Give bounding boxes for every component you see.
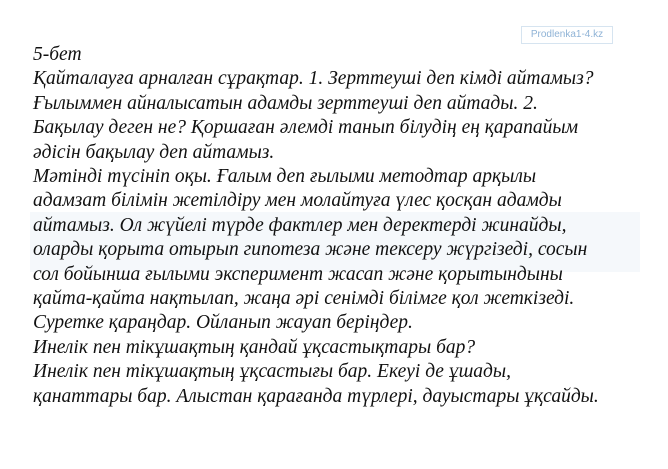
text-line: Инелік пен тікұшақтың қандай ұқсастықтары бар?	[33, 336, 476, 358]
text-line: қанаттары бар. Алыстан қарағанда түрлері, дауыстары ұқсайды.	[33, 385, 599, 407]
text-line: Қайталауға арналған сұрақтар. 1. Зерттеуші деп кімді айтамыз?	[33, 68, 594, 90]
text-line: адамзат білімін жетілдіру мен молайтуға үлес қосқан адамды	[33, 190, 562, 212]
page-number: 5-бет	[33, 44, 82, 65]
text-line: әдісін бақылау деп айтамыз.	[33, 141, 275, 163]
text-line: қайта-қайта нақтылап, жаңа әрі сенімді білімге қол жеткізеді.	[33, 288, 575, 310]
watermark-logo: Prodlenka1-4.kz	[521, 26, 613, 44]
document-body	[33, 43, 658, 409]
text-line: Мәтінді түсініп оқы. Ғалым деп ғылыми методтар арқылы	[33, 166, 537, 188]
text-line: оларды қорыта отырып гипотеза және тексеру жүргізеді, сосын	[33, 239, 588, 261]
text-line: сол бойынша ғылыми эксперимент жасап және қорытындыны	[33, 263, 563, 285]
text-line: айтамыз. Ол жүйелі түрде фактлер мен деректерді жинайды,	[33, 214, 567, 236]
text-line: Суретке қараңдар. Ойланып жауап беріңдер.	[33, 312, 413, 334]
text-line: Инелік пен тікұшақтың ұқсастығы бар. Екеуі де ұшады,	[33, 361, 512, 383]
text-line: Бақылау деген не? Қоршаған әлемді танып білудің ең қарапайым	[33, 117, 579, 139]
text-line: Ғылыммен айналысатын адамды зерттеуші деп айтады. 2.	[33, 92, 538, 114]
